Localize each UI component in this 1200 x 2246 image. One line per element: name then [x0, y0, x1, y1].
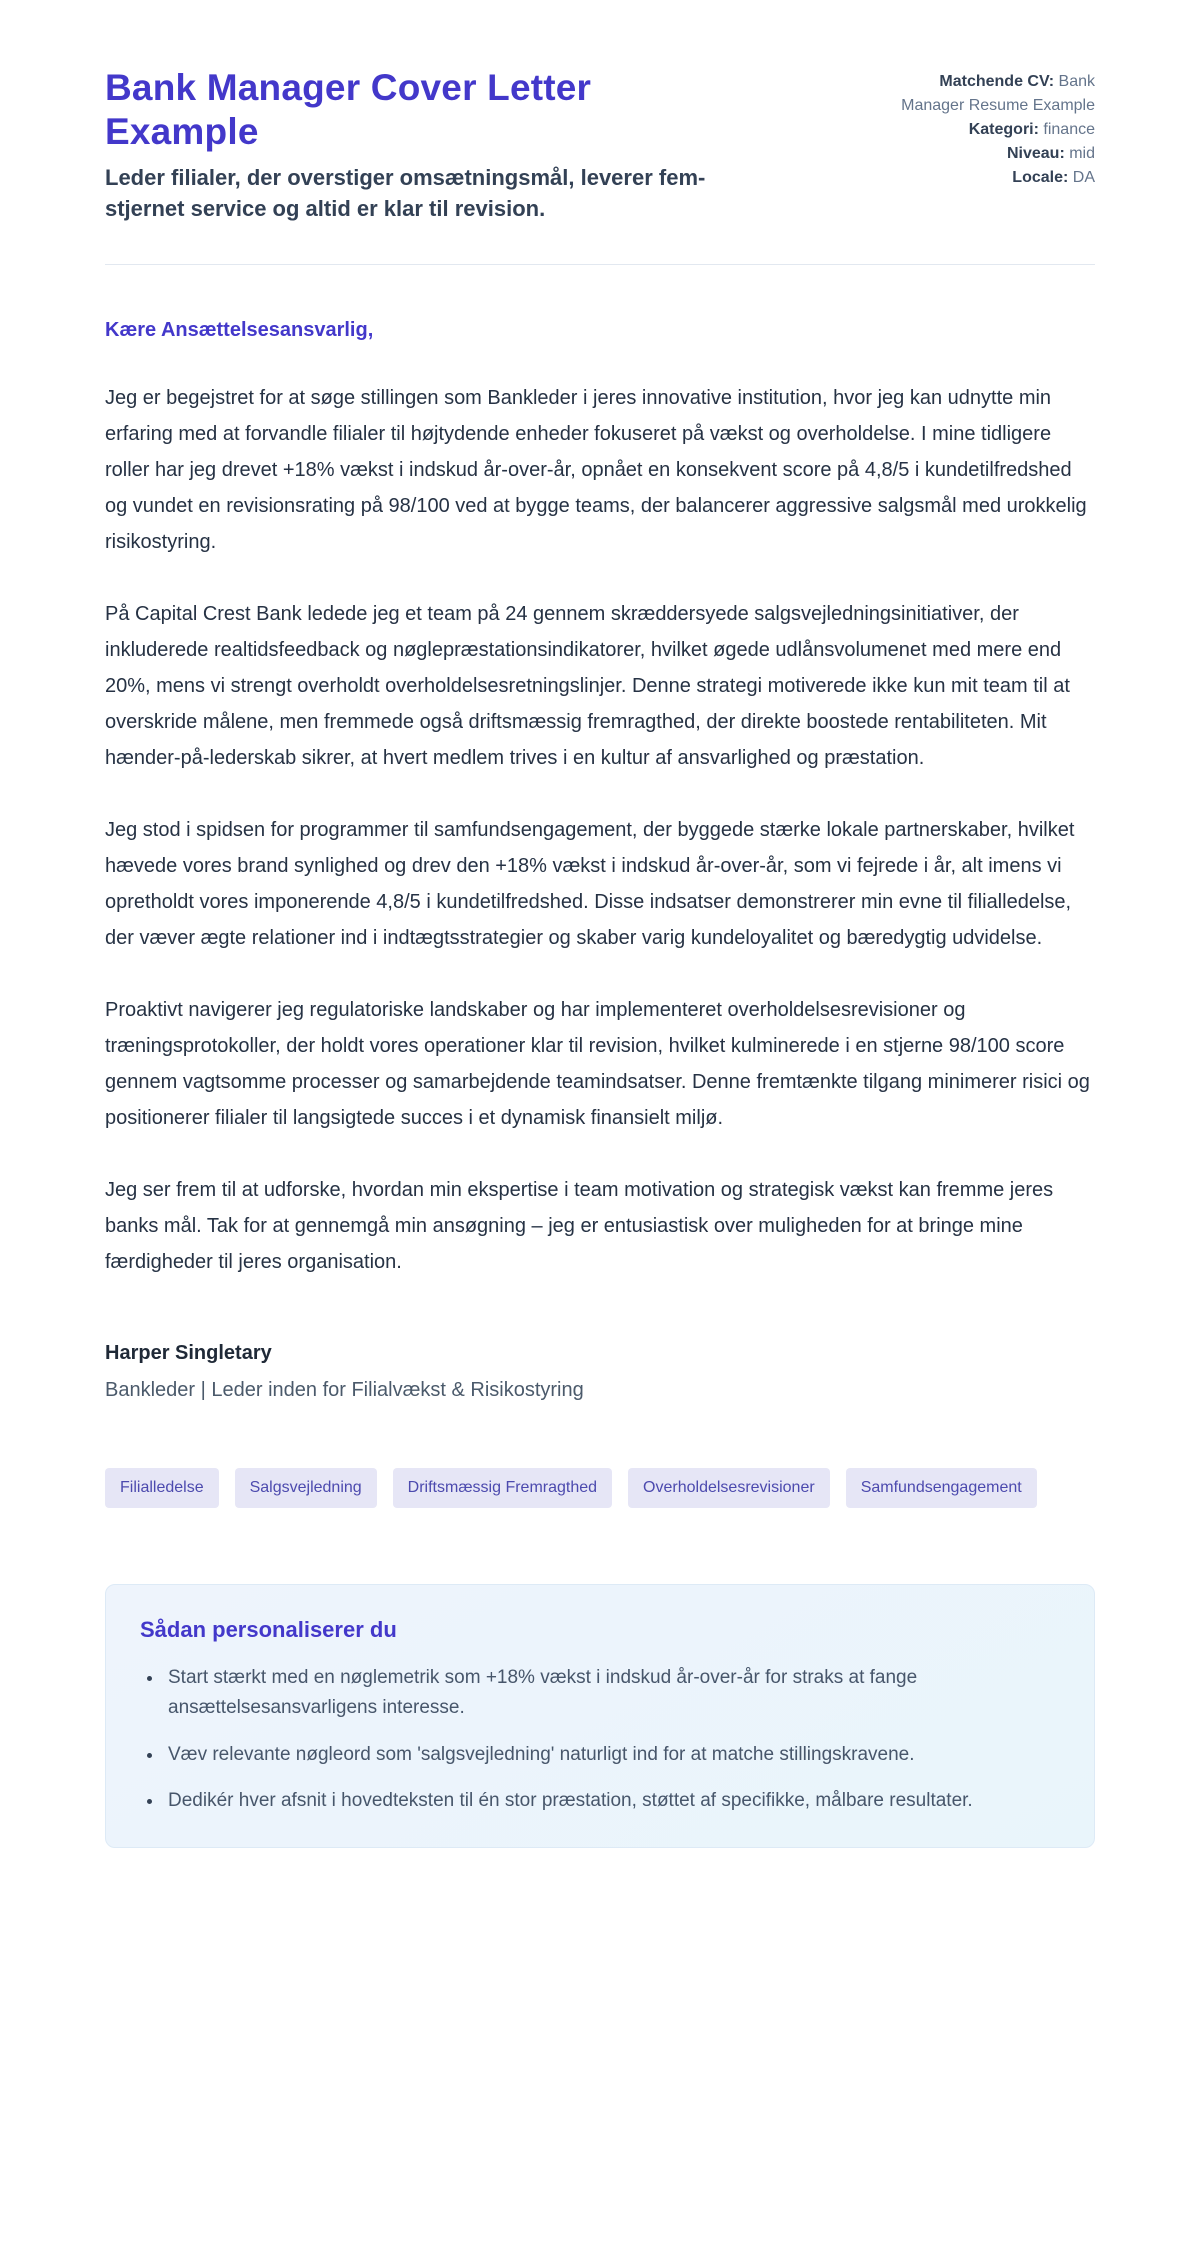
- signature-title: Bankleder | Leder inden for Filialvækst & Risikostyring: [105, 1379, 584, 1402]
- meta-label: Matchende CV:: [939, 73, 1055, 90]
- meta-row-category: [885, 118, 1095, 142]
- paragraph-3: Jeg stod i spidsen for programmer til samfundsengagement, der byggede stærke lokale partnerskaber, hvilket hævede vores brand synlighed og drev den +18% vækst i indskud år-over-år, som vi fejrede i år, alt imens vi opretholdt vores imponerende 4,8/5 i kundetilfredshed. Disse indsatser demonstrerer min evne til filialledelse, der væver ægte relationer ind i indtægtsstrategier og skaber varig kundeloyalitet og bæredygtig udvidelse.: [105, 819, 1075, 950]
- tag-chip-salgsvejledning: Salgsvejledning: [235, 1468, 377, 1508]
- meta-value: finance: [1043, 121, 1095, 138]
- page-subtitle: Leder filialer, der overstiger omsætningsmål, leverer fem-stjernet service og altid er klar til revision.: [105, 165, 706, 221]
- cover-letter-body: [105, 319, 1095, 1402]
- greeting: Kære Ansættelsesansvarlig,: [105, 319, 374, 342]
- meta-row-level: [885, 142, 1095, 166]
- paragraph-1: Jeg er begejstret for at søge stillingen som Bankleder i jeres innovative institution, hvor jeg kan udnytte min erfaring med at forvandle filialer til højtydende enheder fokuseret på vækst og overholdelse. I mine tidligere roller har jeg drevet +18% vækst i indskud år-over-år, opnået en konsekvent score på 4,8/5 i kundetilfredshed og vundet en revisionsrating på 98/100 ved at bygge teams, der balancerer aggressive salgsmål med urokkelig risikostyring.: [105, 387, 1087, 554]
- header-divider: [105, 264, 1095, 265]
- meta-row-locale: [885, 166, 1095, 190]
- meta-label: Locale:: [1012, 169, 1069, 186]
- page-title: Bank Manager Cover Letter Example: [105, 67, 592, 152]
- header-title-block: [105, 66, 725, 224]
- tip-item-3: • Dedikér hver afsnit i hovedteksten til én stor præstation, støttet af specifikke, målbare resultater.: [164, 1786, 1060, 1816]
- tag-chip-samfundsengagement: Samfundsengagement: [846, 1468, 1037, 1508]
- cover-letter-page: [105, 0, 1095, 1918]
- meta-value: Bank Manager Resume Example: [901, 73, 1095, 114]
- meta-panel: [885, 66, 1095, 190]
- tag-chip-overholdelsesrevisioner: Overholdelsesrevisioner: [628, 1468, 830, 1508]
- tag-list: [105, 1468, 1095, 1508]
- meta-label: Niveau:: [1006, 145, 1065, 162]
- header: [105, 66, 1095, 224]
- tips-list: [140, 1663, 1060, 1817]
- signature-name: Harper Singletary: [105, 1342, 272, 1365]
- personalization-tips-box: [105, 1584, 1095, 1848]
- meta-label: Kategori:: [968, 121, 1039, 138]
- meta-row-matching-cv: [885, 70, 1095, 118]
- tip-item-2: • Væv relevante nøgleord som 'salgsvejledning' naturligt ind for at matche stillingskravene.: [164, 1740, 1060, 1770]
- tag-chip-driftsmaessig-fremragthed: Driftsmæssig Fremragthed: [393, 1468, 612, 1508]
- paragraph-5: Jeg ser frem til at udforske, hvordan min ekspertise i team motivation og strategisk vækst kan fremme jeres banks mål. Tak for at gennemgå min ansøgning – jeg er entusiastisk over muligheden for at bringe mine færdigheder til jeres organisation.: [105, 1179, 1054, 1274]
- tag-chip-filialledelse: Filialledelse: [105, 1468, 219, 1508]
- paragraph-4: Proaktivt navigerer jeg regulatoriske landskaber og har implementeret overholdelsesrevisioner og træningsprotokoller, der holdt vores operationer klar til revision, hvilket kulminerede i en stjerne 98/100 score gennem vagtsomme processer og samarbejdende teamindsatser. Denne fremtænkte tilgang minimerer risici og positionerer filialer til langsigtede succes i et dynamisk finansielt miljø.: [105, 999, 1090, 1130]
- tips-title: Sådan personaliserer du: [140, 1617, 397, 1643]
- paragraph-2: På Capital Crest Bank ledede jeg et team på 24 gennem skræddersyede salgsvejledningsinitiativer, der inkluderede realtidsfeedback og nøglepræstationsindikatorer, hvilket øgede udlånsvolumenet med mere end 20%, mens vi strengt overholdt overholdelsesretningslinjer. Denne strategi motiverede ikke kun mit team til at overskride målene, men fremmede også driftsmæssig fremragthed, der direkte boostede rentabiliteten. Mit hænder-på-lederskab sikrer, at hvert medlem trives i en kultur af ansvarlighed og præstation.: [105, 603, 1070, 770]
- tip-item-1: • Start stærkt med en nøglemetrik som +18% vækst i indskud år-over-år for straks at fange ansættelsesansvarligens interesse.: [164, 1663, 1060, 1724]
- meta-value: DA: [1072, 169, 1095, 186]
- meta-value: mid: [1069, 145, 1095, 162]
